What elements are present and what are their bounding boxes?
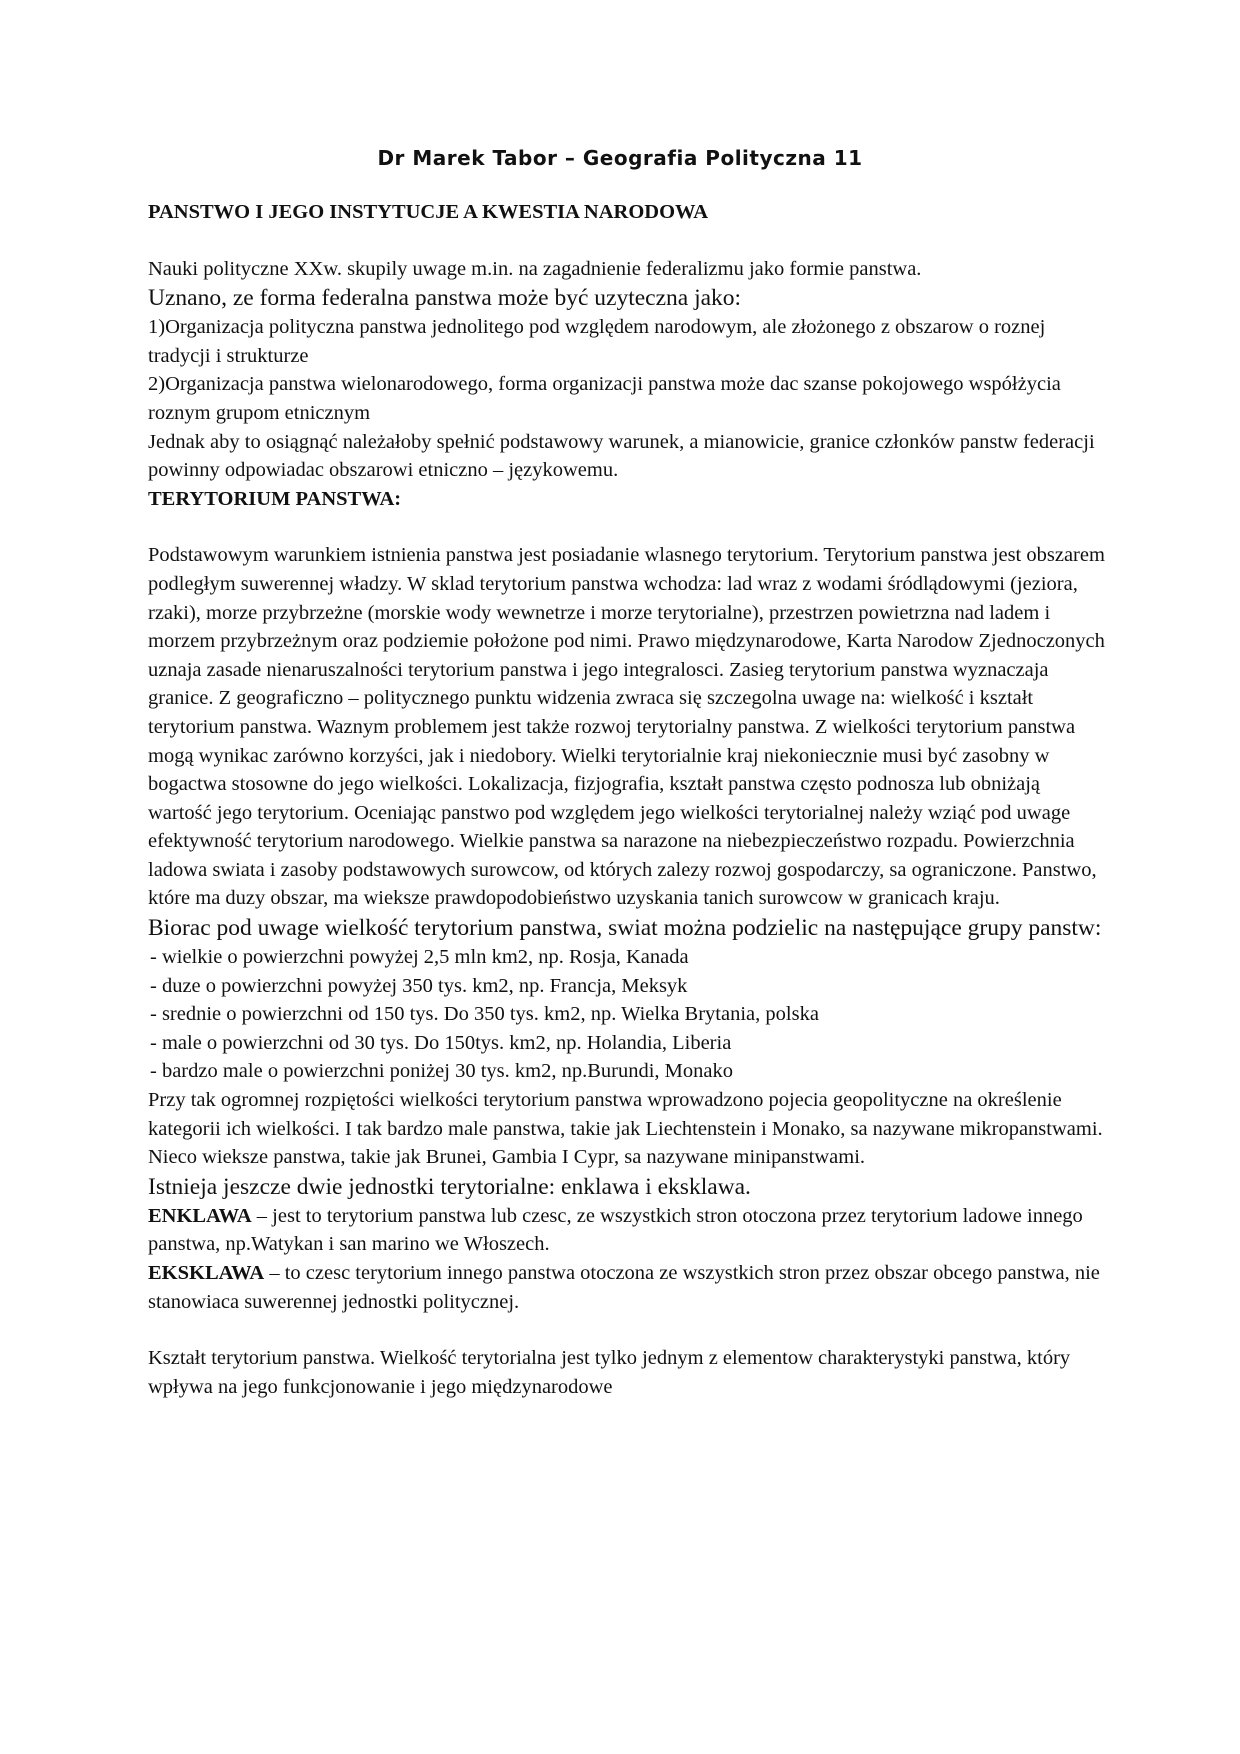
eksklawa-term: EKSKLAWA	[148, 1262, 265, 1284]
list-item: - bardzo male o powierzchni poniżej 30 tys. km2, np.Burundi, Monako	[150, 1060, 733, 1083]
list-item: - male o powierzchni od 30 tys. Do 150tys. km2, np. Holandia, Liberia	[150, 1031, 732, 1054]
enklawa-paragraph	[148, 1202, 1108, 1259]
spacer	[148, 227, 1108, 255]
eksklawa-paragraph	[148, 1259, 1108, 1316]
spacer	[148, 513, 1108, 541]
list-item: - wielkie o powierzchni powyżej 2,5 mln km2, np. Rosja, Kanada	[150, 946, 689, 969]
point-1: 1)Organizacja polityczna panstwa jednolitego pod względem narodowym, ale złożonego z obszarow o roznej tradycji i strukturze	[148, 316, 1046, 367]
section-heading: PANSTWO I JEGO INSTYTUCJE A KWESTIA NARODOWA	[148, 201, 709, 223]
territory-paragraph: Podstawowym warunkiem istnienia panstwa jest posiadanie wlasnego terytorium. Terytorium panstwa jest obszarem podległym suwerennej władzy. W sklad terytorium panstwa wchodza: lad wraz z wodami śródlądowymi (jeziora, rzaki), morze przybrzeżne (morskie wody wewnetrze i morze terytorialne), przestrzen powietrzna nad ladem i morzem przybrzeżnym oraz podziemie położone pod nimi. Prawo międzynarodowe, Karta Narodow Zjednoczonych uznaja zasade nienaruszalności terytorium panstwa i jego integralosci. Zasieg terytorium panstwa wyznaczaja granice. Z geograficzno – politycznego punktu widzenia zwraca się szczegolna uwage na: wielkość i kształt terytorium panstwa. Waznym problemem jest także rozwoj terytorialny panstwa. Z wielkości terytorium panstwa mogą wynikac zarówno korzyści, jak i niedobory. Wielki terytorialnie kraj niekoniecznie musi być zasobny w bogactwa stosowne do jego wielkości. Lokalizacja, fizjografia, kształt panstwa często podnosza lub obniżają wartość jego terytorium. Oceniając panstwo pod względem jego wielkości terytorialnej należy wziąć pod uwage efektywność terytorium narodowego. Wielkie panstwa sa narazone na niebezpieczeństwo rozpadu. Powierzchnia ladowa swiata i zasoby podstawowych surowcow, od których zalezy rozwoj gospodarczy, sa ograniczone. Panstwo, które ma duzy obszar, ma wieksze prawdopodobieństwo uzyskania tanich surowcow w granicach kraju.	[148, 544, 1105, 910]
jednak-paragraph: Jednak aby to osiągnąć należałoby spełnić podstawowy warunek, a mianowicie, granice członków panstw federacji powinny odpowiadac obszarowi etniczno – językowemu.	[148, 430, 1095, 482]
document-title: Dr Marek Tabor – Geografia Polityczna 11	[377, 146, 863, 170]
ksztalt-paragraph: Kształt terytorium panstwa. Wielkość terytorialna jest tylko jednym z elementow charakterystyki panstwa, który wpływa na jego funkcjonowanie i jego międzynarodowe	[148, 1347, 1071, 1398]
enklawa-term: ENKLAWA	[148, 1204, 252, 1227]
biorac-paragraph: Biorac pod uwage wielkość terytorium panstwa, swiat można podzielic na następujące grupy panstw:	[148, 915, 1102, 942]
uznano-line: Uznano, ze forma federalna panstwa może być uzyteczna jako:	[148, 285, 742, 312]
list-item: - duze o powierzchni powyżej 350 tys. km2, np. Francja, Meksyk	[150, 974, 688, 997]
eksklawa-definition: – to czesc terytorium innego panstwa otoczona ze wszystkich stron przez obszar obcego panstwa, nie stanowiaca suwerennej jednostki politycznej.	[148, 1262, 1100, 1313]
istnieja-line: Istnieja jeszcze dwie jednostki terytorialne: enklawa i eksklawa.	[148, 1173, 751, 1200]
territory-heading: TERYTORIUM PANSTWA:	[148, 487, 402, 510]
point-2: 2)Organizacja panstwa wielonarodowego, forma organizacji panstwa może dac szanse pokojowego współżycia roznym grupom etnicznym	[148, 373, 1061, 424]
spacer	[148, 1316, 1108, 1344]
list-item: - srednie o powierzchni od 150 tys. Do 350 tys. km2, np. Wielka Brytania, polska	[150, 1003, 819, 1026]
document-body	[148, 198, 1108, 1401]
intro-paragraph: Nauki polityczne XXw. skupily uwage m.in. na zagadnienie federalizmu jako formie panstwa.	[148, 257, 922, 280]
size-groups-list	[148, 943, 1108, 1086]
enklawa-definition: – jest to terytorium panstwa lub czesc, ze wszystkich stron otoczona przez terytorium ladowe innego panstwa, np.Watykan i san marino we Włoszech.	[148, 1204, 1083, 1256]
przy-tak-paragraph: Przy tak ogromnej rozpiętości wielkości terytorium panstwa wprowadzono pojecia geopolityczne na określenie kategorii ich wielkości. I tak bardzo male panstwa, takie jak Liechtenstein i Monako, sa nazywane mikropanstwami. Nieco wieksze panstwa, takie jak Brunei, Gambia I Cypr, sa nazywane minipanstwami.	[148, 1089, 1103, 1169]
